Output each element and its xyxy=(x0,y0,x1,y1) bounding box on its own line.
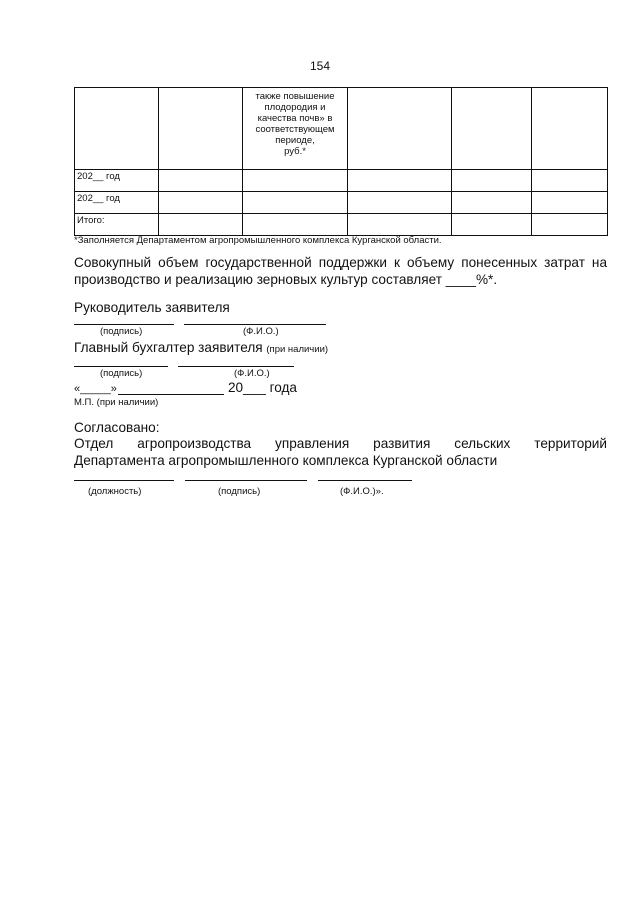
table-cell xyxy=(532,214,608,236)
table-cell xyxy=(452,192,532,214)
accountant-signature-label: (подпись) xyxy=(100,368,143,379)
table-cell xyxy=(532,170,608,192)
support-ratio-line-2: производство и реализацию зерновых культур составляет ____%*. xyxy=(74,272,498,287)
table-cell xyxy=(159,170,243,192)
page-number: 154 xyxy=(309,59,331,73)
accountant-note: (при наличии) xyxy=(266,344,329,355)
table-cell xyxy=(452,214,532,236)
header-line: качества почв» в xyxy=(257,113,333,124)
accountant-title xyxy=(74,340,328,358)
table-cell xyxy=(348,170,452,192)
accountant-signature-line xyxy=(74,366,168,367)
table-cell xyxy=(159,214,243,236)
head-name-line xyxy=(184,324,326,325)
date-day-field: «_____» xyxy=(74,383,117,395)
accountant-name-line xyxy=(178,366,294,367)
table-row xyxy=(75,192,608,214)
table-header-row xyxy=(75,88,608,170)
table-cell xyxy=(75,88,159,170)
row-label: 202__ год xyxy=(75,192,159,214)
approval-signature-label: (подпись) xyxy=(218,486,261,497)
table-cell xyxy=(452,88,532,170)
approval-line-2: Департамента агропромышленного комплекса Курганской области xyxy=(74,453,498,468)
approval-name-line xyxy=(318,480,412,481)
header-line: также повышение xyxy=(255,91,335,102)
approval-line-1: Отдел агропроизводства управления развития сельских территорий xyxy=(74,436,607,451)
header-line: плодородия и xyxy=(264,102,326,113)
table-cell xyxy=(348,214,452,236)
table-row xyxy=(75,170,608,192)
head-name-label: (Ф.И.О.) xyxy=(243,326,279,337)
accountant-title-text: Главный бухгалтер заявителя xyxy=(74,340,263,355)
table-footnote: *Заполняется Департаментом агропромышленного комплекса Курганской области. xyxy=(74,235,442,246)
approval-position-line xyxy=(74,480,174,481)
table-cell xyxy=(243,214,348,236)
approval-signature-line xyxy=(185,480,307,481)
table-cell xyxy=(348,192,452,214)
row-label: 202__ год xyxy=(75,170,159,192)
table-cell xyxy=(532,88,608,170)
support-table xyxy=(74,87,608,236)
date-month-line xyxy=(118,394,224,395)
accountant-name-label: (Ф.И.О.) xyxy=(234,368,270,379)
table-row xyxy=(75,214,608,236)
table-cell xyxy=(348,88,452,170)
stamp-label: М.П. (при наличии) xyxy=(74,397,159,408)
support-ratio-line-1: Совокупный объем государственной поддержки к объему понесенных затрат на xyxy=(74,255,607,270)
table-cell xyxy=(243,170,348,192)
head-signature-line xyxy=(74,324,174,325)
head-signature-label: (подпись) xyxy=(100,326,143,337)
header-line: руб.* xyxy=(284,146,306,157)
table-cell xyxy=(452,170,532,192)
table-cell xyxy=(159,88,243,170)
head-title: Руководитель заявителя xyxy=(74,300,230,315)
approval-name-label: (Ф.И.О.)». xyxy=(340,486,384,497)
approval-title: Согласовано: xyxy=(74,420,160,435)
date-year: 20___ года xyxy=(228,380,297,395)
header-line: соответствующем xyxy=(255,124,335,135)
table-cell xyxy=(159,192,243,214)
approval-position-label: (должность) xyxy=(88,486,142,497)
table-cell xyxy=(243,192,348,214)
table-cell xyxy=(532,192,608,214)
header-line: периоде, xyxy=(275,135,315,146)
row-label: Итого: xyxy=(75,214,159,236)
table-header-cell xyxy=(243,88,348,170)
